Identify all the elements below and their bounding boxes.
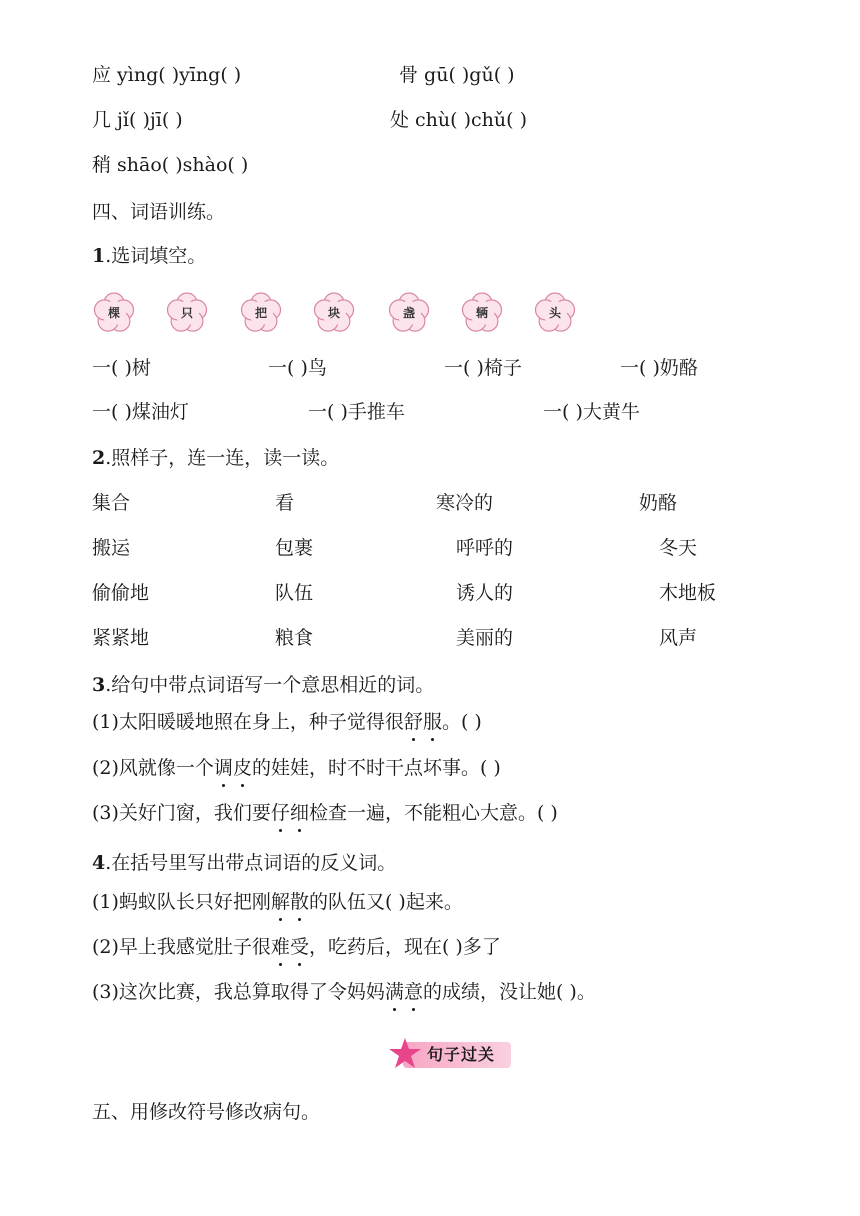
sentence-item: (2)风就像一个调皮的娃娃，时不时干点坏事。( ) bbox=[92, 753, 501, 783]
banner-label: 句子过关 bbox=[426, 1045, 495, 1064]
fill-item: 一( )煤油灯 bbox=[92, 401, 189, 423]
dotted-char: 解 bbox=[271, 887, 290, 917]
dotted-word bbox=[271, 891, 309, 913]
fill-item: 一( )椅子 bbox=[444, 357, 522, 379]
pinyin-item: 几 jǐ( )jī( ) bbox=[92, 109, 183, 131]
measure-word-tile bbox=[165, 291, 209, 335]
question-heading: 2.照样子，连一连，读一读。 bbox=[92, 447, 340, 469]
match-word: 紧紧地 bbox=[92, 627, 150, 649]
pinyin-item: 处 chù( )chǔ( ) bbox=[390, 109, 527, 131]
match-word: 呼呼的 bbox=[456, 537, 514, 559]
pinyin-item: 骨 gū( )gǔ( ) bbox=[399, 64, 515, 86]
section-title: 四、词语训练。 bbox=[92, 201, 226, 223]
match-word: 集合 bbox=[92, 492, 131, 514]
measure-word-tile bbox=[387, 291, 431, 335]
measure-word: 只 bbox=[180, 306, 193, 320]
match-word: 风声 bbox=[659, 627, 698, 649]
measure-word-tile bbox=[239, 291, 283, 335]
section-banner bbox=[389, 1036, 513, 1072]
dotted-char: 散 bbox=[290, 887, 309, 917]
match-word: 粮食 bbox=[275, 627, 314, 649]
measure-word-tile bbox=[312, 291, 356, 335]
match-row bbox=[0, 578, 860, 608]
dotted-char: 受 bbox=[290, 932, 309, 962]
match-word: 看 bbox=[275, 492, 295, 514]
fill-row bbox=[0, 397, 860, 427]
match-word: 冬天 bbox=[659, 537, 698, 559]
match-word: 搬运 bbox=[92, 537, 131, 559]
measure-word: 棵 bbox=[107, 306, 120, 320]
measure-word-tile bbox=[533, 291, 577, 335]
measure-word-tile bbox=[460, 291, 504, 335]
fill-row bbox=[0, 353, 860, 383]
measure-word: 盏 bbox=[402, 306, 415, 320]
sentence-item: (3)关好门窗，我们要仔细检查一遍，不能粗心大意。( ) bbox=[92, 798, 558, 828]
sentence-item: (1)蚂蚁队长只好把刚解散的队伍又( )起来。 bbox=[92, 887, 463, 917]
fill-item: 一( )树 bbox=[92, 357, 151, 379]
dotted-char: 皮 bbox=[233, 753, 252, 783]
fill-item: 一( )手推车 bbox=[308, 401, 405, 423]
dotted-char: 调 bbox=[214, 753, 233, 783]
dotted-word bbox=[385, 981, 423, 1003]
match-word: 寒冷的 bbox=[436, 492, 494, 514]
match-row bbox=[0, 623, 860, 653]
match-word: 木地板 bbox=[659, 582, 717, 604]
dotted-word bbox=[271, 802, 309, 824]
match-word: 诱人的 bbox=[456, 582, 514, 604]
dotted-char: 满 bbox=[385, 977, 404, 1007]
pinyin-item: 稍 shāo( )shào( ) bbox=[92, 154, 249, 176]
pinyin-row bbox=[0, 60, 860, 90]
dotted-word bbox=[404, 711, 442, 733]
question-heading: 1.选词填空。 bbox=[92, 245, 207, 267]
sentence-item: (3)这次比赛，我总算取得了令妈妈满意的成绩，没让她( )。 bbox=[92, 977, 596, 1007]
dotted-word bbox=[214, 757, 252, 779]
match-word: 偷偷地 bbox=[92, 582, 150, 604]
dotted-char: 意 bbox=[404, 977, 423, 1007]
pinyin-row bbox=[0, 150, 860, 180]
match-word: 队伍 bbox=[275, 582, 314, 604]
match-word: 奶酪 bbox=[639, 492, 678, 514]
dotted-char: 仔 bbox=[271, 798, 290, 828]
dotted-word bbox=[271, 936, 309, 958]
sentence-item: (1)太阳暖暖地照在身上，种子觉得很舒服。( ) bbox=[92, 707, 482, 737]
dotted-char: 舒 bbox=[404, 707, 423, 737]
measure-word-tile bbox=[92, 291, 136, 335]
match-word: 包裹 bbox=[275, 537, 314, 559]
dotted-char: 难 bbox=[271, 932, 290, 962]
question-heading: 4.在括号里写出带点词语的反义词。 bbox=[92, 852, 397, 874]
match-row bbox=[0, 488, 860, 518]
sentence-item: (2)早上我感觉肚子很难受，吃药后，现在( )多了 bbox=[92, 932, 501, 962]
section-title: 五、用修改符号修改病句。 bbox=[92, 1101, 321, 1123]
question-heading: 3.给句中带点词语写一个意思相近的词。 bbox=[92, 674, 435, 696]
pinyin-row bbox=[0, 105, 860, 135]
dotted-char: 细 bbox=[290, 798, 309, 828]
match-row bbox=[0, 533, 860, 563]
measure-word: 块 bbox=[327, 306, 340, 320]
fill-item: 一( )大黄牛 bbox=[543, 401, 640, 423]
measure-word: 把 bbox=[254, 306, 267, 320]
match-word: 美丽的 bbox=[456, 627, 514, 649]
measure-word: 头 bbox=[548, 306, 561, 320]
fill-item: 一( )奶酪 bbox=[620, 357, 698, 379]
pinyin-item: 应 yìng( )yīng( ) bbox=[92, 64, 242, 86]
measure-word: 辆 bbox=[475, 306, 488, 320]
fill-item: 一( )鸟 bbox=[268, 357, 327, 379]
dotted-char: 服 bbox=[423, 707, 442, 737]
